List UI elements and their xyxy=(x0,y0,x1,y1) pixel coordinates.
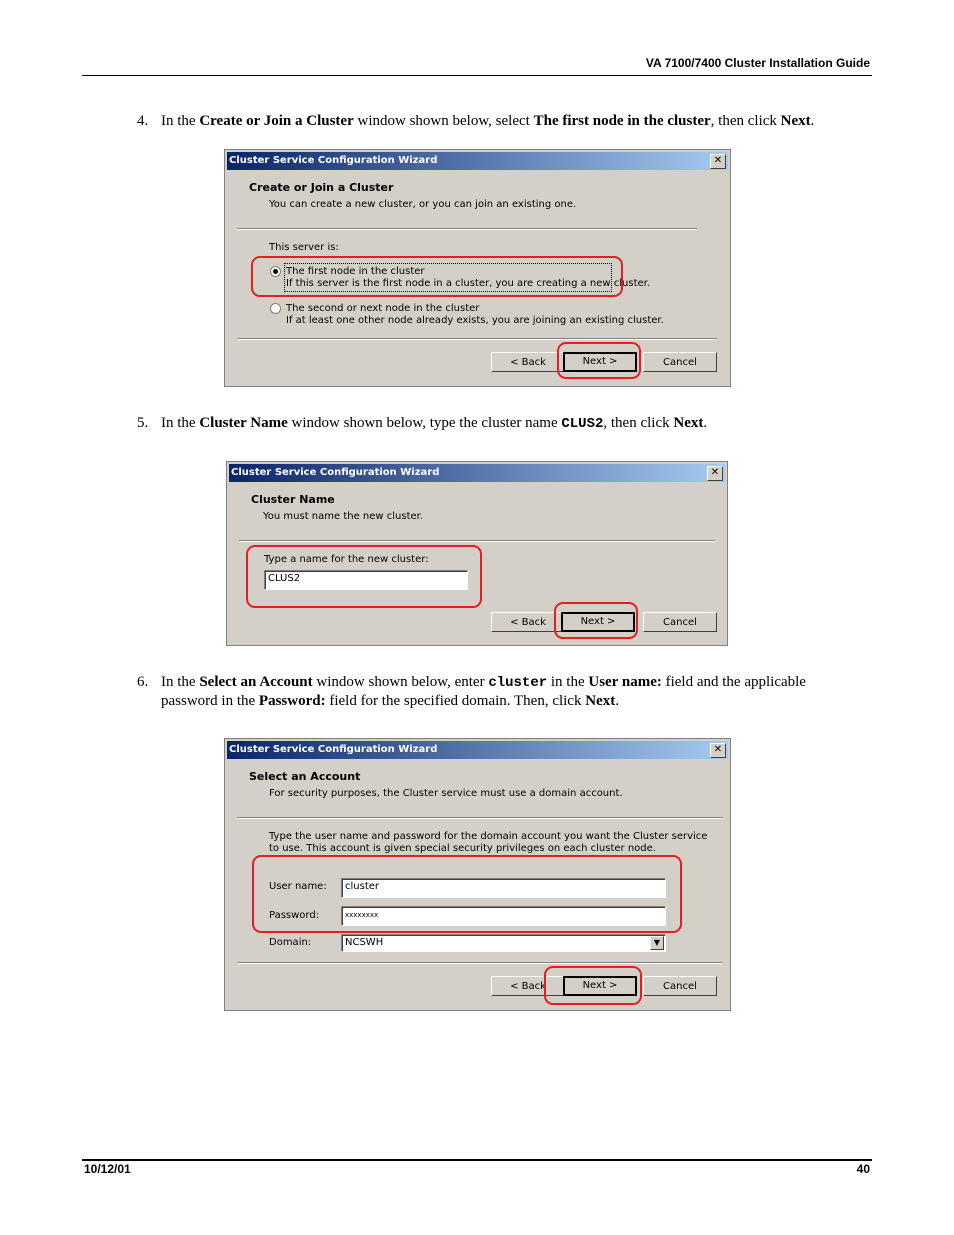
wizard-titlebar[interactable]: Cluster Service Configuration Wizard ✕ xyxy=(229,464,725,482)
step-number: 4. xyxy=(137,113,149,129)
username-input[interactable]: cluster xyxy=(341,878,666,898)
close-icon[interactable]: ✕ xyxy=(710,743,726,758)
server-is-label: This server is: xyxy=(269,242,339,253)
divider xyxy=(239,540,715,542)
divider xyxy=(237,338,717,340)
page-header-title: VA 7100/7400 Cluster Installation Guide xyxy=(645,56,870,70)
next-button[interactable]: Next > xyxy=(563,976,637,996)
password-label: Password: xyxy=(269,910,320,921)
radio-next-node[interactable] xyxy=(270,303,281,314)
back-button[interactable]: < Back xyxy=(491,352,565,372)
instructions-line-1: Type the user name and password for the domain account you want the Cluster service xyxy=(269,831,708,842)
highlight-next-button xyxy=(557,342,641,379)
step-5 xyxy=(137,414,847,433)
wizard-titlebar[interactable]: Cluster Service Configuration Wizard ✕ xyxy=(227,741,728,759)
password-input[interactable]: xxxxxxxx xyxy=(341,906,666,926)
wizard-heading: Cluster Name xyxy=(251,493,335,506)
close-icon[interactable]: ✕ xyxy=(710,154,726,169)
footer-rule xyxy=(82,1159,872,1161)
page-number: 40 xyxy=(856,1162,870,1176)
highlight-credentials xyxy=(252,855,682,933)
step-6 xyxy=(137,673,847,710)
cluster-name-label: Type a name for the new cluster: xyxy=(264,554,429,565)
divider xyxy=(237,962,723,964)
wizard-subheading: For security purposes, the Cluster service must use a domain account. xyxy=(269,788,623,799)
next-button[interactable]: Next > xyxy=(563,352,637,372)
option-next-node-description: If at least one other node already exists, you are joining an existing cluster. xyxy=(286,315,664,326)
divider xyxy=(237,228,697,230)
wizard-subheading: You must name the new cluster. xyxy=(263,511,424,522)
option-next-node-label[interactable]: The second or next node in the cluster xyxy=(286,303,480,314)
next-button[interactable]: Next > xyxy=(561,612,635,632)
back-button[interactable]: < Back xyxy=(491,976,565,996)
domain-select[interactable] xyxy=(341,934,666,952)
cancel-button[interactable]: Cancel xyxy=(643,612,717,632)
wizard-heading: Select an Account xyxy=(249,770,361,783)
chevron-down-icon[interactable]: ▼ xyxy=(650,936,664,950)
footer-date: 10/12/01 xyxy=(84,1162,131,1176)
step-number: 5. xyxy=(137,415,149,431)
divider xyxy=(237,817,723,819)
step-text: In the Cluster Name window shown below, type the cluster name CLUS2, then click Next. xyxy=(161,415,708,432)
option-first-node-label[interactable]: The first node in the cluster xyxy=(286,266,425,277)
header-rule xyxy=(82,75,872,76)
highlight-next-button xyxy=(544,966,642,1005)
highlight-first-node xyxy=(251,256,623,297)
instructions-line-2: to use. This account is given special security privileges on each cluster node. xyxy=(269,843,656,854)
domain-label: Domain: xyxy=(269,937,312,948)
highlight-cluster-name-field xyxy=(246,545,482,608)
option-first-node-description: If this server is the first node in a cluster, you are creating a new cluster. xyxy=(286,278,651,289)
cluster-name-input[interactable]: CLUS2 xyxy=(264,570,468,590)
step-number: 6. xyxy=(137,674,149,690)
step-text: In the Create or Join a Cluster window shown below, select The first node in the cluster, then click Next. xyxy=(161,113,815,129)
step-4 xyxy=(137,112,847,130)
wizard-subheading: You can create a new cluster, or you can join an existing one. xyxy=(269,199,577,210)
step-text: In the Select an Account window shown below, enter cluster in the User name: field and the applicable password in the Password: field for the specified domain. Then, click Next. xyxy=(161,674,806,709)
wizard-titlebar[interactable]: Cluster Service Configuration Wizard ✕ xyxy=(227,152,728,170)
back-button[interactable]: < Back xyxy=(491,612,565,632)
username-label: User name: xyxy=(269,881,327,892)
highlight-next-button xyxy=(554,602,638,639)
domain-value: NCSWH xyxy=(345,937,384,948)
cancel-button[interactable]: Cancel xyxy=(643,976,717,996)
cancel-button[interactable]: Cancel xyxy=(643,352,717,372)
close-icon[interactable]: ✕ xyxy=(707,466,723,481)
wizard-heading: Create or Join a Cluster xyxy=(249,181,394,194)
